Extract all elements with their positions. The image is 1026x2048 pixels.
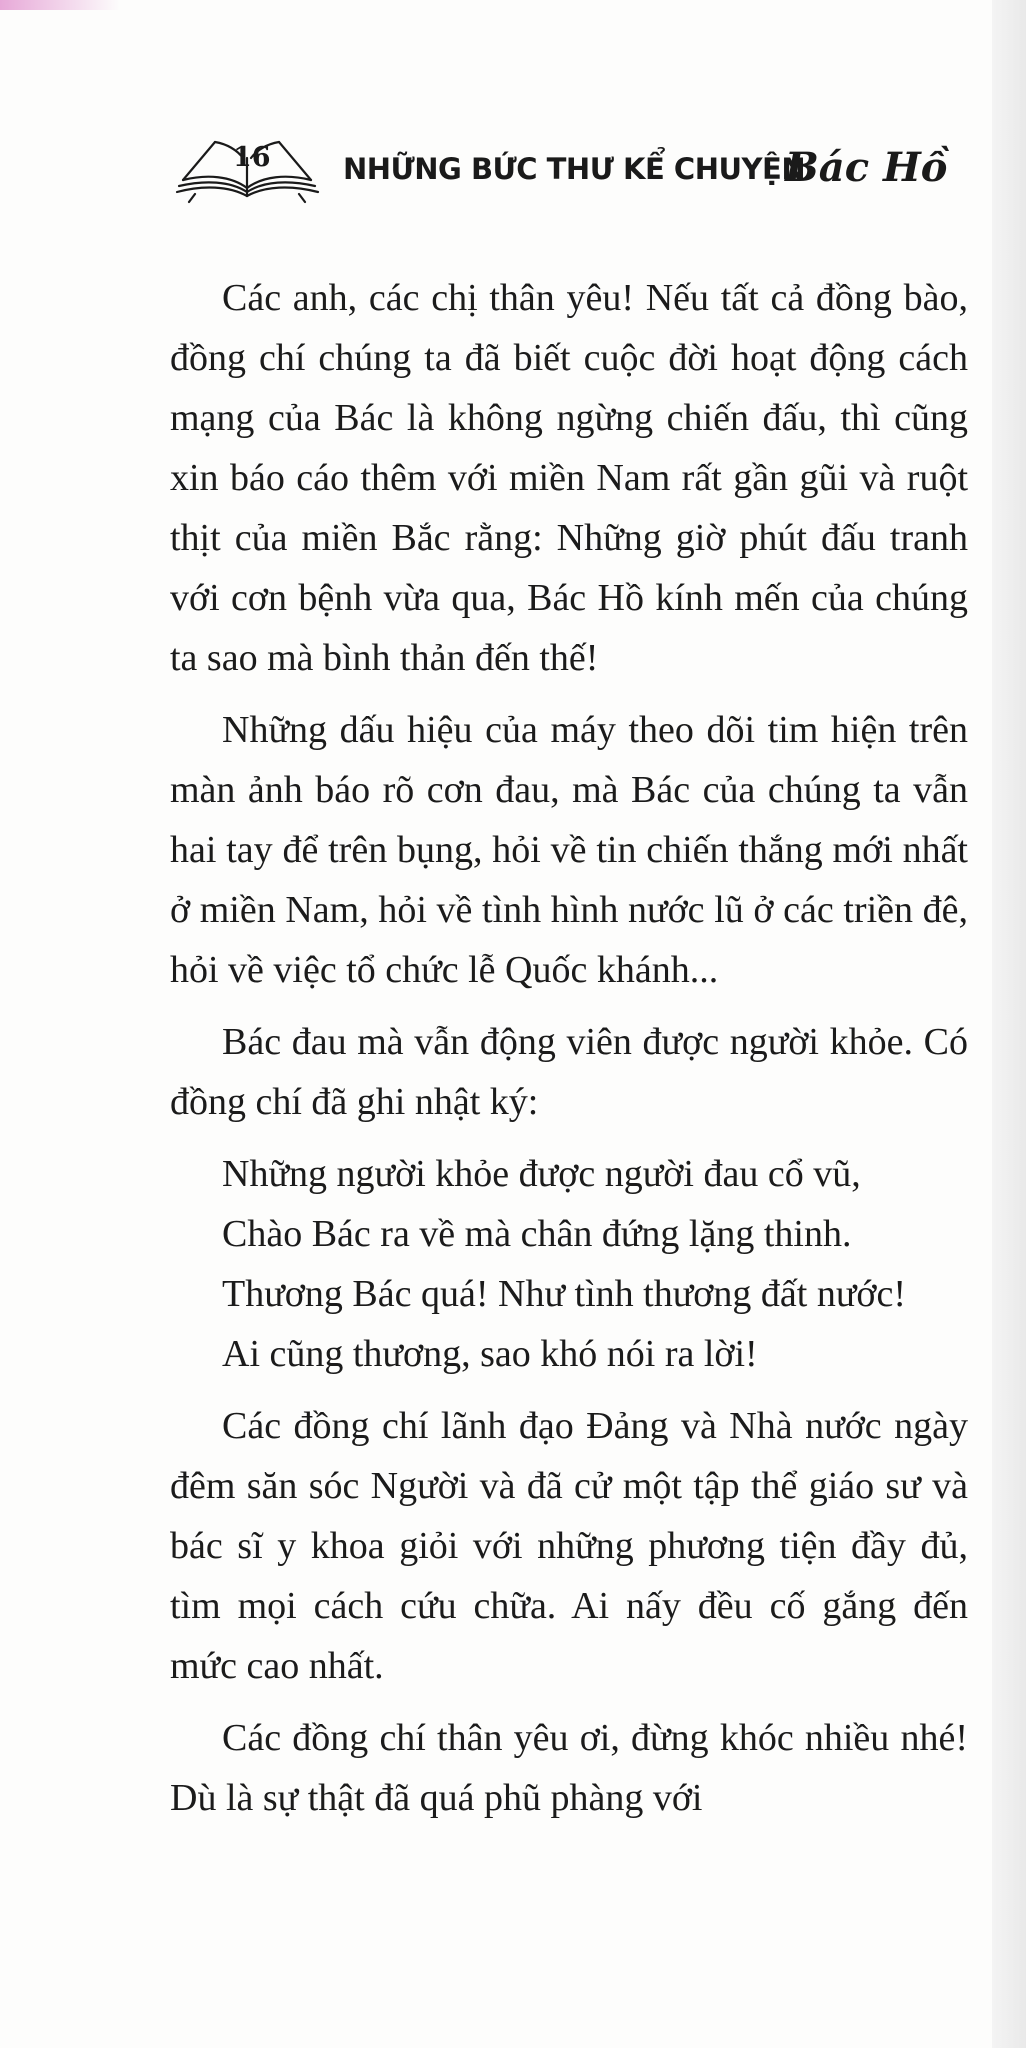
paragraph-1: Các anh, các chị thân yêu! Nếu tất cả đồng bào, đồng chí chúng ta đã biết cuộc đời hoạt động cách mạng của Bác là không ngừng chiến đấu, thì cũng xin báo cáo thêm với miền Nam rất gần gũi và ruột thịt của miền Bắc rằng: Những giờ phút đấu tranh với cơn bệnh vừa qua, Bác Hồ kính mến của chúng ta sao mà bình thản đến thế! [170,277,968,679]
page-edge-shadow [992,0,1026,2048]
title-signature: Bác Hồ [785,144,948,191]
paragraph-3: Bác đau mà vẫn động viên được người khỏe. Có đồng chí đã ghi nhật ký: [170,1021,968,1123]
running-title: NHỮNG BỨC THƯ KỂ CHUYỆN [343,152,806,186]
page-number: 16 [233,142,271,173]
verse-line: Những người khỏe được người đau cổ vũ, [222,1153,861,1195]
verse-line: Ai cũng thương, sao khó nói ra lời! [222,1333,758,1375]
verse-line: Thương Bác quá! Như tình thương đất nước! [222,1273,907,1315]
paragraph-5: Các đồng chí thân yêu ơi, đừng khóc nhiều nhé! Dù là sự thật đã quá phũ phàng với [170,1717,968,1819]
verse-line: Chào Bác ra về mà chân đứng lặng thinh. [222,1213,852,1255]
paragraph-4: Các đồng chí lãnh đạo Đảng và Nhà nước ngày đêm săn sóc Người và đã cử một tập thể giáo sư và bác sĩ y khoa giỏi với những phương tiện đầy đủ, tìm mọi cách cứu chữa. Ai nấy đều cố gắng đến mức cao nhất. [170,1405,968,1687]
scan-mark [0,0,120,10]
body-text [170,268,968,1828]
paragraph-2: Những dấu hiệu của máy theo dõi tim hiện trên màn ảnh báo rõ cơn đau, mà Bác của chúng ta vẫn hai tay để trên bụng, hỏi về tin chiến thắng mới nhất ở miền Nam, hỏi về tình hình nước lũ ở các triền đê, hỏi về việc tổ chức lễ Quốc khánh... [170,709,968,991]
page-header [175,132,955,212]
